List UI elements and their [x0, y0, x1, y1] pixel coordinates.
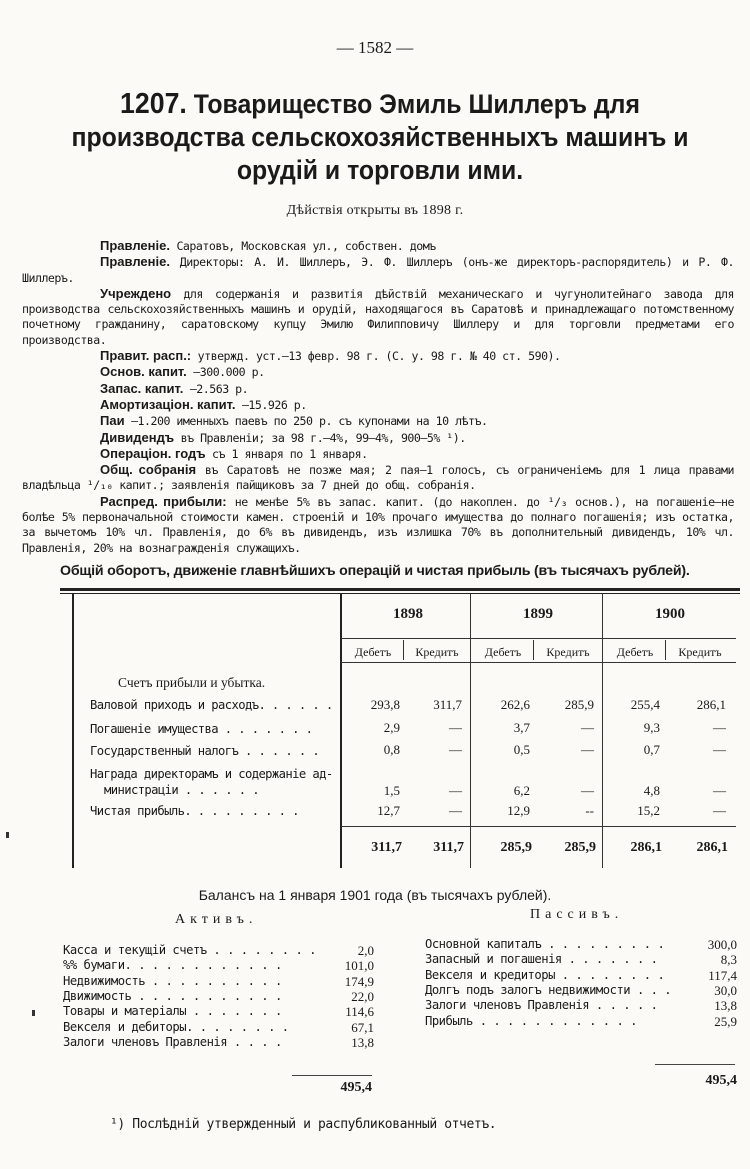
section-label: Счетъ прибыли и убытка. — [118, 675, 266, 690]
table-cell: 3,7 — [513, 720, 530, 735]
table-cell: 4,8 — [643, 783, 660, 798]
margin-mark — [6, 832, 9, 838]
table-cell: — — [713, 803, 726, 818]
credit-head: Кредитъ — [678, 645, 722, 659]
table-cell: 262,6 — [500, 697, 530, 712]
debit-head: Дебетъ — [616, 645, 654, 659]
liability-value: 13,8 — [714, 998, 737, 1014]
totals-rule — [341, 826, 736, 827]
info-text: въ Саратовѣ не позже мая; 2 пая—1 голосъ, съ ограниченіемъ для 1 лица правами владѣльца ¹/₁₀ капит.; заявленія пайщиковъ за 7 дней до общ. собранія. — [22, 463, 734, 493]
table-top-rule — [60, 588, 740, 591]
info-text: —1.200 именныхъ паевъ по 250 р. съ купонами на 10 лѣтъ. — [131, 414, 488, 429]
table-cell: 293,8 — [370, 697, 400, 712]
company-name: Товарищество Эмиль Шиллеръ для производства сельскохозяйственныхъ машинъ и орудій и торговли ими. — [71, 89, 689, 185]
subcol-divider — [403, 640, 404, 660]
info-label: Основ. капит. — [100, 364, 187, 380]
table-cell: — — [713, 742, 726, 757]
page-number: — 1582 — — [336, 38, 414, 57]
liability-value: 117,4 — [708, 967, 737, 983]
info-text: для содержанія и развитія дѣйствій механическаго и чугунолитейнаго завода для производства сельскохозяйственныхъ машинъ и орудій, находящагося въ Саратовѣ и принадлежащаго потомственному почетному гражданину, саратовскому купцу Эмилю Филипповичу Шиллеру и для торговли предметами его производства. — [22, 286, 735, 347]
table-cell: 255,4 — [630, 697, 660, 712]
liability-value: 25,9 — [714, 1013, 737, 1029]
info-paragraph — [22, 413, 734, 429]
info-text: Саратовъ, Московская ул., собствен. домъ — [176, 239, 436, 253]
info-paragraph — [22, 430, 734, 446]
info-label: Операціон. годъ — [100, 445, 206, 461]
info-text: —15.926 р. — [241, 397, 307, 412]
table-top-rule-thin — [60, 593, 740, 594]
info-label: Распред. прибыли: — [100, 493, 227, 509]
table-total: 286,1 — [696, 840, 728, 855]
asset-label: Касса и текущій счетъ . . . . . . . . — [63, 943, 316, 957]
info-label: Правит. расп.: — [100, 348, 192, 364]
info-paragraph — [22, 397, 734, 413]
table-cell: 1,5 — [383, 783, 400, 798]
liability-label: Векселя и кредиторы . . . . . . . . — [425, 967, 665, 982]
liability-label: Прибыль . . . . . . . . . . . . — [425, 1013, 637, 1028]
subcol-divider — [533, 640, 534, 660]
liabilities-heading: Пассивъ. — [530, 907, 624, 922]
info-text: —300.000 р. — [193, 365, 265, 380]
info-text: съ 1 января по 1 января. — [212, 446, 368, 461]
info-text: —2.563 р. — [189, 381, 249, 396]
table-cell: — — [581, 742, 594, 757]
table-total: 285,9 — [500, 840, 532, 855]
info-text: утвержд. уст.—13 февр. 98 г. (С. у. 98 г. № 40 ст. 590). — [197, 349, 561, 364]
header-underline — [341, 662, 736, 663]
table-cell: — — [713, 783, 726, 798]
debit-head: Дебетъ — [484, 645, 522, 659]
table-cell: 15,2 — [637, 803, 660, 818]
row-label: Награда директорамъ и содержаніе ад- — [90, 767, 333, 781]
table-cell: — — [449, 803, 462, 818]
info-paragraph — [22, 254, 734, 286]
asset-value: 174,9 — [344, 973, 374, 989]
row-label: министраціи . . . . . . — [104, 783, 259, 797]
asset-label: Движимость . . . . . . . . . . . — [63, 988, 282, 1003]
info-label: Запас. капит. — [100, 380, 184, 396]
margin-mark — [32, 1010, 35, 1016]
opened-year: Дѣйствія открыты въ 1898 г. — [286, 203, 464, 218]
table-left-border — [72, 594, 74, 868]
info-label: Паи — [100, 413, 125, 429]
liability-label: Долгъ подъ залогъ недвижимости . . . — [425, 982, 672, 997]
table-cell: 12,9 — [507, 803, 530, 818]
year-1900: 1900 — [655, 606, 685, 622]
table-cell: 285,9 — [564, 697, 594, 712]
asset-label: Недвижимость . . . . . . . . . . — [63, 973, 282, 988]
table-cell: 0,5 — [513, 742, 530, 757]
asset-value: 114,6 — [345, 1004, 374, 1020]
asset-label: %% бумаги. . . . . . . . . . . . — [63, 958, 282, 973]
liability-value: 300,0 — [707, 937, 737, 952]
table-cell: 2,9 — [383, 720, 400, 735]
table-cell: 6,2 — [513, 783, 530, 798]
info-text: не менѣе 5% въ запас. капит. (до накоплен. до ¹/₃ основ.), на погашеніе—не болѣе 5% первоначальной стоимости камен. строеній и 10% прочаго имущества до полнаго погашенія; изъ остатка, за вычетомъ 10% чл. Правленія, до 6% въ дивидендъ, изъ излишка 70% въ дополнительный дивидендъ, 10% чл. Правленія, 20% на вознагражденія служащихъ. — [22, 494, 734, 555]
table-total: 311,7 — [433, 840, 464, 855]
info-paragraph — [22, 494, 734, 556]
table-cell: 0,8 — [383, 742, 400, 757]
liability-label: Основной капиталъ . . . . . . . . . — [425, 937, 665, 951]
row-label: Государственный налогъ . . . . . . — [90, 744, 320, 758]
table-total: 311,7 — [371, 840, 402, 855]
info-paragraph — [22, 348, 734, 364]
table-cell: 12,7 — [377, 803, 400, 818]
year-1898: 1898 — [393, 606, 423, 622]
row-label: Чистая прибыль. . . . . . . . . — [90, 804, 299, 818]
table-cell: 0,7 — [643, 742, 660, 757]
info-text: Директоры: А. И. Шиллеръ, Э. Ф. Шиллеръ (онъ-же директоръ-распорядитель) и Р. Ф. Шиллеръ. — [22, 255, 734, 285]
info-text: въ Правленіи; за 98 г.—4%, 99—4%, 900—5% ¹). — [180, 430, 466, 445]
company-title — [67, 88, 693, 187]
credit-head: Кредитъ — [415, 645, 459, 659]
liability-label: Залоги членовъ Правленія . . . . . — [425, 998, 658, 1013]
table-cell: — — [581, 783, 594, 798]
table-total: 286,1 — [630, 840, 662, 855]
table-cell: — — [449, 742, 462, 757]
info-label: Дивидендъ — [100, 429, 175, 445]
liability-value: 30,0 — [714, 982, 737, 998]
asset-label: Залоги членовъ Правленія . . . . — [63, 1034, 282, 1049]
info-paragraph — [22, 286, 734, 348]
assets-total: 495,4 — [340, 1080, 372, 1095]
info-label: Правленіе. — [100, 238, 170, 253]
asset-value: 2,0 — [357, 943, 374, 958]
assets-heading: Активъ. — [175, 912, 258, 927]
liability-label: Запасный и погашенія . . . . . . . — [425, 952, 658, 967]
liabilities-total-rule — [655, 1064, 735, 1065]
liability-value: 8,3 — [720, 952, 737, 968]
year-underline — [341, 638, 736, 639]
table-cell: — — [581, 720, 594, 735]
info-paragraph — [22, 381, 734, 397]
asset-label: Товары и матеріалы . . . . . . . — [63, 1004, 282, 1019]
row-label: Погашеніе имущества . . . . . . . — [90, 722, 313, 736]
table-cell: 9,3 — [643, 720, 660, 735]
table-cell: — — [713, 720, 726, 735]
table-cell: 286,1 — [696, 697, 726, 712]
table-cell: -- — [585, 803, 594, 818]
table-cell: 311,7 — [433, 697, 462, 712]
info-label: Учреждено — [100, 285, 172, 301]
asset-label: Векселя и дебиторы. . . . . . . . — [63, 1019, 289, 1034]
debit-head: Дебетъ — [354, 645, 392, 659]
table-cell: — — [449, 783, 462, 798]
row-label: Валовой приходъ и расходъ. . . . . . — [90, 698, 333, 712]
entry-number: 1207. — [120, 88, 187, 120]
company-info — [22, 238, 734, 556]
info-paragraph — [22, 364, 734, 380]
balance-caption: Балансъ на 1 января 1901 года (въ тысячахъ рублей). — [198, 887, 552, 903]
credit-head: Кредитъ — [546, 645, 590, 659]
liabilities-total: 495,4 — [705, 1073, 737, 1088]
year-1899: 1899 — [523, 606, 553, 622]
asset-value: 67,1 — [351, 1019, 374, 1035]
asset-value: 13,8 — [351, 1034, 374, 1050]
info-paragraph — [22, 462, 734, 494]
info-label: Правленіе. — [100, 254, 170, 270]
info-label: Общ. собранія — [100, 462, 197, 478]
info-paragraph — [22, 446, 734, 462]
asset-value: 101,0 — [344, 958, 374, 974]
footnote: ¹) Послѣдній утвержденный и распубликованный отчетъ. — [110, 1117, 497, 1132]
table-total: 285,9 — [564, 840, 596, 855]
turnover-caption: Общій оборотъ, движеніе главнѣйшихъ операцій и чистая прибыль (въ тысячахъ рублей). — [60, 563, 690, 579]
info-paragraph — [22, 238, 734, 254]
subcol-divider — [665, 640, 666, 660]
info-label: Амортизаціон. капит. — [100, 396, 236, 412]
asset-value: 22,0 — [351, 988, 374, 1004]
table-cell: — — [449, 720, 462, 735]
assets-total-rule — [292, 1075, 372, 1076]
